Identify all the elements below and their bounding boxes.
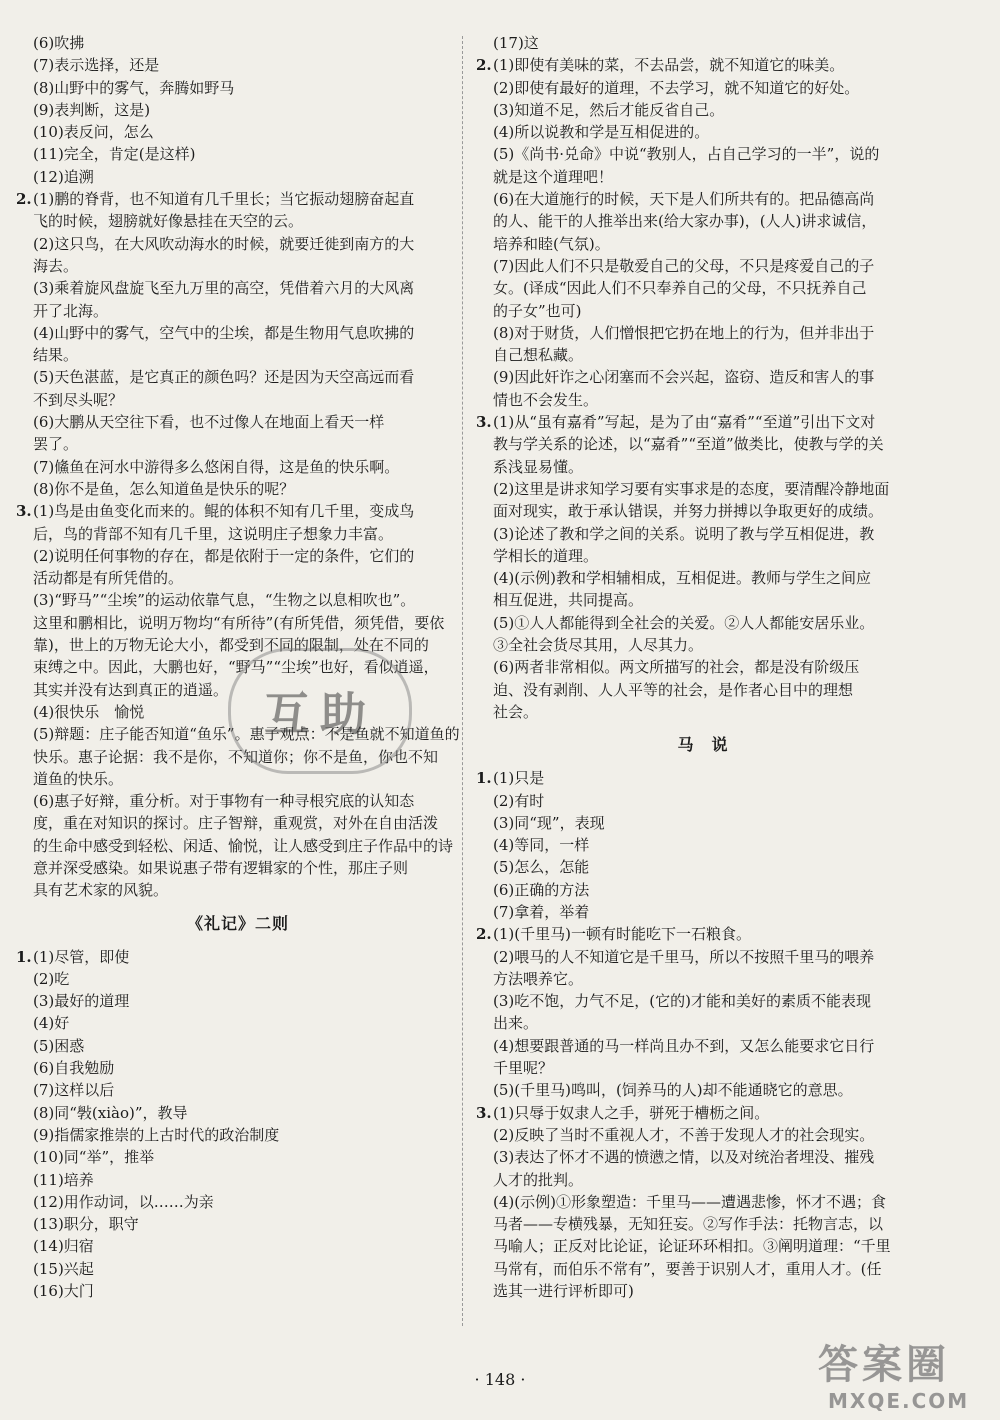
watermark-stamp <box>228 648 412 774</box>
answer-line <box>18 500 458 522</box>
answer-line <box>18 1258 458 1280</box>
answer-text: (7)拿着，举着 <box>493 902 590 921</box>
answer-text: 马喻人；正反对比论证，论证环环相扣。③阐明道理：“千里 <box>493 1237 891 1256</box>
answer-text: 快乐。惠子论据：我不是你，不知道你；你不是鱼，你也不知 <box>33 747 439 766</box>
answer-text: (3)最好的道理 <box>33 992 130 1011</box>
answer-text: (2)有时 <box>493 791 545 810</box>
watermark-logo-text: 答案圈 <box>818 1342 950 1388</box>
answer-text: (6)在大道施行的时候，天下是人们所共有的。把品德高尚 <box>493 190 875 209</box>
answer-text: 学相长的道理。 <box>493 546 599 565</box>
mashuo-answer-lines <box>478 767 928 1302</box>
answer-line <box>18 188 458 210</box>
liji-answer-lines <box>18 946 458 1303</box>
answer-text: 迫、没有剥削、人人平等的社会，是作者心目中的理想 <box>493 680 854 699</box>
answer-text: (1)从“虽有嘉肴”写起，是为了由“嘉肴”“至道”引出下文对 <box>493 413 876 432</box>
answer-text: 方法喂养它。 <box>493 969 584 988</box>
answer-line <box>18 1124 458 1146</box>
answer-text: (1)鹏的脊背，也不知道有几千里长；当它振动翅膀奋起直 <box>33 190 415 209</box>
answer-text: (4)很快乐 愉悦 <box>33 702 145 721</box>
answer-text: (17)这 <box>493 34 539 52</box>
answer-text: (7)这样以后 <box>33 1081 115 1100</box>
answer-text: 面对现实，敢于承认错误，并努力拼搏以争取更好的成绩。 <box>493 502 884 521</box>
answer-line <box>18 233 458 255</box>
answer-line <box>18 857 458 879</box>
answer-line <box>18 1280 458 1302</box>
right-answer-lines <box>478 32 928 723</box>
right-column <box>478 32 928 1302</box>
answer-text: 女。(译成“因此人们不只奉养自己的父母，不只抚养自己 <box>493 279 867 298</box>
answer-text: 情也不会发生。 <box>493 390 599 409</box>
answer-line <box>478 166 928 188</box>
answer-line <box>18 634 458 656</box>
answer-line <box>478 701 928 723</box>
answer-text: (5)怎么，怎能 <box>493 858 590 877</box>
answer-line <box>18 567 458 589</box>
answer-text: 其实并没有达到真正的逍遥。 <box>33 680 229 699</box>
answer-line <box>478 1191 928 1213</box>
answer-line <box>478 121 928 143</box>
answer-line <box>18 143 458 165</box>
answer-text: 意并深受感染。如果说惠子带有逻辑家的个性，那庄子则 <box>33 858 409 877</box>
answer-text: (2)这只鸟，在大风吹动海水的时候，就要迁徙到南方的大 <box>33 234 415 253</box>
answer-text: (9)表判断，这是) <box>33 100 151 119</box>
answer-text: (6)正确的方法 <box>493 880 590 899</box>
answer-line <box>478 834 928 856</box>
column-divider <box>462 36 463 1326</box>
answer-text: (8)同“斅(xiào)”，教导 <box>33 1103 188 1122</box>
answer-text: (4)(示例)①形象塑造：千里马——遭遇悲惨，怀才不遇；食 <box>493 1192 886 1211</box>
question-number: 2. <box>476 56 492 75</box>
answer-line <box>18 344 458 366</box>
answer-line <box>18 1012 458 1034</box>
answer-text: 的生命中感受到轻松、闲适、愉悦，让人感受到庄子作品中的诗 <box>33 836 454 855</box>
answer-line <box>478 1079 928 1101</box>
section-title-liji: 《礼记》二则 <box>186 913 289 933</box>
answer-text: (1)(千里马)一顿有时能吃下一石粮食。 <box>493 925 751 944</box>
answer-text: 教与学关系的论述，以“嘉肴”“至道”做类比，使教与学的关 <box>493 435 884 454</box>
answer-line <box>478 233 928 255</box>
answer-line <box>478 1146 928 1168</box>
answer-line <box>478 1213 928 1235</box>
answer-text: (8)山野中的雾气，奔腾如野马 <box>33 78 235 97</box>
answer-line <box>478 210 928 232</box>
answer-line <box>478 300 928 322</box>
answer-text: 的子女”也可) <box>493 301 582 320</box>
watermark-stamp-text: 互助 <box>264 687 376 741</box>
answer-line <box>18 523 458 545</box>
answer-line <box>18 990 458 1012</box>
question-number: 2. <box>16 190 32 209</box>
answer-text: (2)喂马的人不知道它是千里马，所以不按照千里马的喂养 <box>493 947 875 966</box>
answer-text: 海去。 <box>33 256 79 275</box>
answer-text: (10)同“举”，推举 <box>33 1148 155 1167</box>
answer-line <box>18 366 458 388</box>
answer-line <box>478 277 928 299</box>
answer-text: (3)表达了怀才不遇的愤懑之情，以及对统治者埋没、摧残 <box>493 1148 875 1167</box>
answer-line <box>478 1057 928 1079</box>
answer-text: (1)即使有美味的菜，不去品尝，就不知道它的味美。 <box>493 56 845 75</box>
answer-line <box>18 277 458 299</box>
answer-text: (5)天色湛蓝，是它真正的颜色吗？还是因为天空高远而看 <box>33 368 415 387</box>
answer-line <box>18 1057 458 1079</box>
answer-text: (4)等同，一样 <box>493 836 590 855</box>
answer-line <box>478 32 928 54</box>
answer-text: 相互促进，共同提高。 <box>493 591 644 610</box>
answer-text: (4)所以说教和学是互相促进的。 <box>493 123 710 142</box>
answer-line <box>18 612 458 634</box>
answer-text: 选其一进行评析即可) <box>493 1282 634 1301</box>
answer-text: (4)想要跟普通的马一样尚且办不到，又怎么能要求它日行 <box>493 1036 875 1055</box>
answer-line <box>478 901 928 923</box>
answer-line <box>18 54 458 76</box>
answer-text: (6)大鹏从天空往下看，也不过像人在地面上看天一样 <box>33 413 385 432</box>
question-number: 1. <box>16 947 32 966</box>
answer-text: (14)归宿 <box>33 1237 94 1256</box>
answer-line <box>18 1191 458 1213</box>
answer-line <box>18 1079 458 1101</box>
answer-text: 道鱼的快乐。 <box>33 769 124 788</box>
answer-text: (7)鯈鱼在河水中游得多么悠闲自得，这是鱼的快乐啊。 <box>33 457 400 476</box>
answer-line <box>478 433 928 455</box>
answer-line <box>478 1124 928 1146</box>
answer-line <box>478 255 928 277</box>
answer-text: 具有艺术家的风貌。 <box>33 881 169 900</box>
answer-text: 千里呢？ <box>493 1059 554 1078</box>
answer-text: (9)指儒家推崇的上古时代的政治制度 <box>33 1125 280 1144</box>
answer-line <box>18 77 458 99</box>
answer-text: 不到尽头呢？ <box>33 390 124 409</box>
answer-text: 活动都是有所凭借的。 <box>33 569 184 588</box>
answer-line <box>478 679 928 701</box>
page-number: · 148 · <box>474 1370 526 1389</box>
answer-line <box>478 389 928 411</box>
answer-text: (6)两者非常相似。两文所描写的社会，都是没有阶级压 <box>493 658 860 677</box>
question-number: 3. <box>476 413 492 432</box>
answer-text: 系浅显易懂。 <box>493 457 584 476</box>
answer-line <box>18 1169 458 1191</box>
answer-text: (5)①人人都能得到全社会的关爱。②人人都能安居乐业。 <box>493 613 875 632</box>
answer-line <box>478 589 928 611</box>
answer-line <box>478 411 928 433</box>
answer-text: ③全社会货尽其用，人尽其力。 <box>493 636 704 655</box>
answer-text: 的人、能干的人推举出来(给大家办事)，(人人)讲求诚信， <box>493 212 877 231</box>
answer-line <box>18 1035 458 1057</box>
answer-line <box>18 166 458 188</box>
answer-line <box>478 1235 928 1257</box>
watermark-logo <box>818 1340 993 1415</box>
answer-text: (7)表示选择，还是 <box>33 56 160 75</box>
answer-text: (12)追溯 <box>33 167 94 186</box>
answer-text: (1)鸟是由鱼变化而来的。鲲的体积不知有几千里，变成鸟 <box>33 502 415 521</box>
answer-line <box>478 1035 928 1057</box>
answer-text: (3)“野马”“尘埃”的运动依靠气息，“生物之以息相吹也”。 <box>33 591 416 610</box>
answer-text: (11)培养 <box>33 1170 94 1189</box>
answer-line <box>478 478 928 500</box>
answer-text: 飞的时候，翅膀就好像悬挂在天空的云。 <box>33 212 304 231</box>
section-title-mashuo: 马 说 <box>677 735 729 755</box>
answer-text: (11)完全，肯定(是这样) <box>33 145 196 164</box>
answer-text: 开了北海。 <box>33 301 109 320</box>
answer-line <box>18 968 458 990</box>
answer-text: 马常有，而伯乐不常有”，要善于识别人才，重用人才。(任 <box>493 1259 882 1278</box>
left-answer-lines <box>18 32 458 902</box>
answer-text: (5)(千里马)鸣叫，(饲养马的人)却不能通晓它的意思。 <box>493 1081 853 1100</box>
answer-text: (6)惠子好辩，重分析。对于事物有一种寻根究底的认知态 <box>33 792 415 811</box>
answer-text: (6)自我勉励 <box>33 1059 115 1078</box>
answer-text: (8)对于财货，人们憎恨把它扔在地上的行为，但并非出于 <box>493 323 875 342</box>
answer-line <box>478 923 928 945</box>
answer-text: 束缚之中。因此，大鹏也好，“野马”“尘埃”也好，看似逍遥， <box>33 658 439 677</box>
answer-line <box>478 545 928 567</box>
answer-line <box>478 143 928 165</box>
answer-text: 人才的批判。 <box>493 1170 584 1189</box>
answer-line <box>18 210 458 232</box>
answer-line <box>18 790 458 812</box>
answer-line <box>18 389 458 411</box>
answer-text: (1)只辱于奴隶人之手，骈死于槽枥之间。 <box>493 1103 770 1122</box>
answer-line <box>478 322 928 344</box>
answer-line <box>18 300 458 322</box>
answer-line <box>18 1213 458 1235</box>
answer-text: 后，鸟的背部不知有几千里，这说明庄子想象力丰富。 <box>33 524 394 543</box>
answer-text: 就是这个道理吧！ <box>493 167 614 186</box>
answer-line <box>18 545 458 567</box>
answer-line <box>18 879 458 901</box>
answer-text: (3)乘着旋风盘旋飞至九万里的高空，凭借着六月的大风离 <box>33 279 415 298</box>
answer-text: 这里和鹏相比，说明万物均“有所待”(有所凭借，须凭借，要依 <box>33 613 445 632</box>
answer-text: (5)《尚书·兑命》中说“教别人，占自己学习的一半”，说的 <box>493 145 880 164</box>
answer-line <box>478 344 928 366</box>
answer-line <box>18 1235 458 1257</box>
answer-line <box>18 812 458 834</box>
answer-text: (2)吃 <box>33 969 70 988</box>
answer-line <box>18 589 458 611</box>
answer-text: 马者——专横残暴，无知狂妄。②写作手法：托物言志，以 <box>493 1215 884 1234</box>
answer-text: 社会。 <box>493 702 539 721</box>
answer-line <box>478 188 928 210</box>
answer-line <box>478 99 928 121</box>
answer-text: (7)因此人们不只是敬爱自己的父母，不只是疼爱自己的子 <box>493 256 875 275</box>
answer-text: (13)职分，职守 <box>33 1215 139 1234</box>
question-number: 3. <box>16 502 32 521</box>
answer-line <box>478 946 928 968</box>
answer-line <box>478 366 928 388</box>
answer-line <box>18 946 458 968</box>
answer-line <box>478 990 928 1012</box>
answer-line <box>478 54 928 76</box>
answer-line <box>478 77 928 99</box>
answer-line <box>478 634 928 656</box>
answer-line <box>18 99 458 121</box>
answer-text: 结果。 <box>33 346 79 365</box>
answer-line <box>18 322 458 344</box>
answer-text: (16)大门 <box>33 1282 94 1301</box>
answer-line <box>18 433 458 455</box>
answer-text: 度，重在对知识的探讨。庄子智辩，重观赏，对外在自由活泼 <box>33 814 439 833</box>
answer-text: (8)你不是鱼，怎么知道鱼是快乐的呢？ <box>33 479 295 498</box>
answer-line <box>478 1258 928 1280</box>
answer-line <box>478 790 928 812</box>
answer-text: 靠)，世上的万物无论大小，都受到不同的限制，处在不同的 <box>33 636 429 655</box>
answer-text: 培养和睦(气氛)。 <box>493 234 610 253</box>
answer-text: (10)表反问，怎么 <box>33 123 154 142</box>
answer-line <box>478 456 928 478</box>
answer-line <box>478 1280 928 1302</box>
answer-text: (5)困惑 <box>33 1036 85 1055</box>
answer-line <box>478 656 928 678</box>
answer-line <box>18 456 458 478</box>
answer-text: (2)这里是讲求知学习要有实事求是的态度，要清醒冷静地面 <box>493 479 890 498</box>
answer-text: (1)尽管，即使 <box>33 947 130 966</box>
answer-line <box>478 1102 928 1124</box>
answer-line <box>18 255 458 277</box>
watermark-logo-url: MXQE.COM <box>828 1389 970 1413</box>
answer-text: (9)因此奸诈之心闭塞而不会兴起，盗窃、造反和害人的事 <box>493 368 875 387</box>
answer-line <box>18 478 458 500</box>
answer-line <box>18 32 458 54</box>
answer-text: (1)只是 <box>493 769 545 788</box>
answer-line <box>18 121 458 143</box>
question-number: 2. <box>476 925 492 944</box>
answer-line <box>478 1012 928 1034</box>
answer-text: (2)说明任何事物的存在，都是依附于一定的条件，它们的 <box>33 546 415 565</box>
answer-line <box>18 835 458 857</box>
answer-text: (3)知道不足，然后才能反省自己。 <box>493 100 725 119</box>
answer-text: (5)辩题：庄子能否知道“鱼乐”。惠子观点：不是鱼就不知道鱼的 <box>33 725 460 744</box>
answer-text: (3)论述了教和学之间的关系。说明了教与学互相促进，教 <box>493 524 875 543</box>
answer-line <box>478 612 928 634</box>
answer-text: (2)即使有最好的道理，不去学习，就不知道它的好处。 <box>493 78 860 97</box>
answer-line <box>478 856 928 878</box>
answer-line <box>18 768 458 790</box>
answer-line <box>478 968 928 990</box>
answer-text: (2)反映了当时不重视人才，不善于发现人才的社会现实。 <box>493 1125 875 1144</box>
answer-text: (4)(示例)教和学相辅相成，互相促进。教师与学生之间应 <box>493 569 871 588</box>
answer-text: (15)兴起 <box>33 1259 94 1278</box>
answer-line <box>478 879 928 901</box>
answer-text: (3)同“现”，表现 <box>493 813 605 832</box>
answer-text: 罢了。 <box>33 435 79 454</box>
question-number: 3. <box>476 1103 492 1122</box>
answer-line <box>18 1102 458 1124</box>
answer-text: (12)用作动词，以……为亲 <box>33 1192 214 1211</box>
answer-line <box>18 411 458 433</box>
answer-line <box>478 767 928 789</box>
answer-text: (4)好 <box>33 1014 70 1033</box>
answer-line <box>478 812 928 834</box>
answer-line <box>478 1169 928 1191</box>
answer-text: (6)吹拂 <box>33 34 85 52</box>
answer-line <box>18 1146 458 1168</box>
answer-line <box>478 500 928 522</box>
answer-line <box>478 567 928 589</box>
answer-text: 出来。 <box>493 1014 539 1033</box>
answer-text: (4)山野中的雾气，空气中的尘埃，都是生物用气息吹拂的 <box>33 323 415 342</box>
question-number: 1. <box>476 769 492 788</box>
answer-text: (3)吃不饱，力气不足，(它的)才能和美好的素质不能表现 <box>493 992 871 1011</box>
answer-text: 自己想私藏。 <box>493 346 584 365</box>
answer-line <box>478 523 928 545</box>
